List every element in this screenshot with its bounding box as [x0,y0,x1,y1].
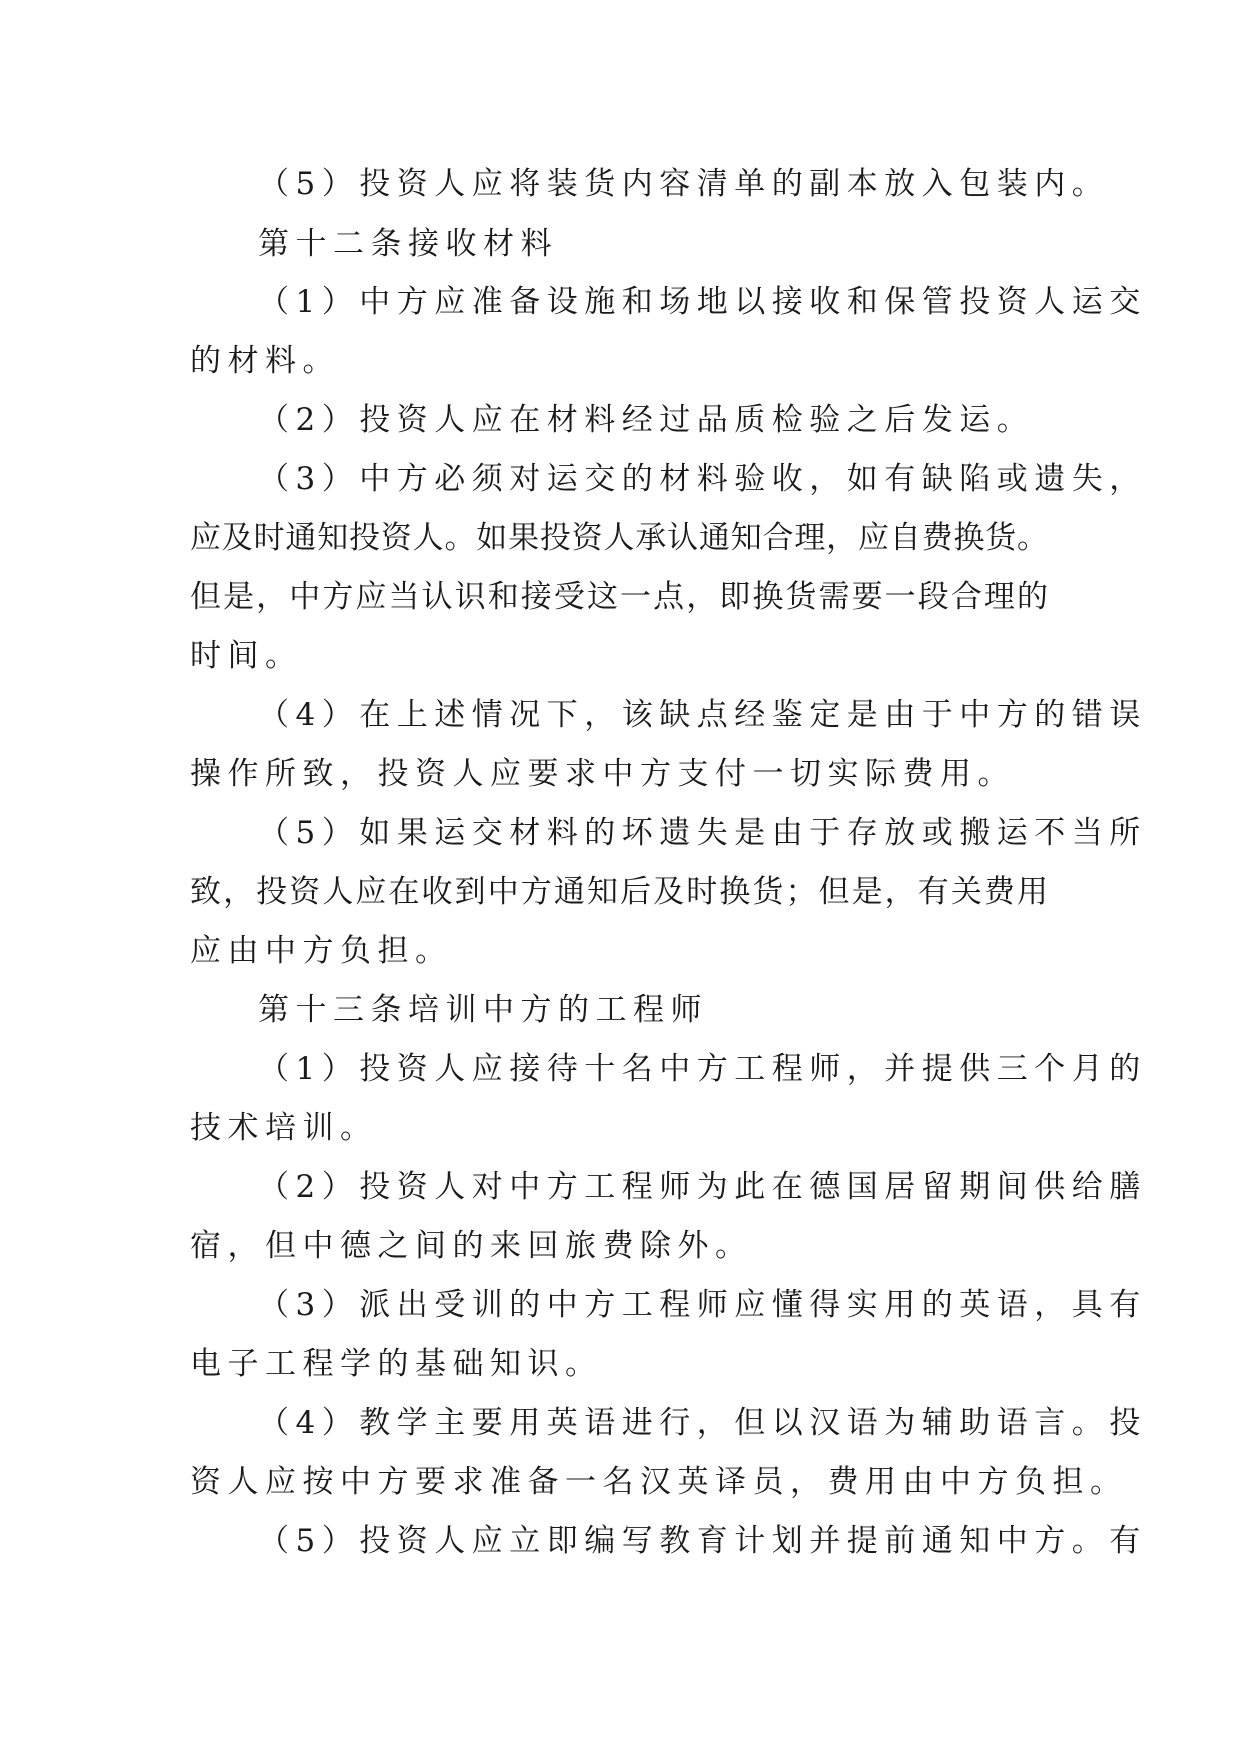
text-line: 的材料。 [190,343,340,379]
text-line: （3）中方必须对运交的材料验收，如有缺陷或遗失， [258,461,1147,497]
text-line: 操作所致，投资人应要求中方支付一切实际费用。 [190,756,1015,792]
text-line: （3）派出受训的中方工程师应懂得实用的英语，具有 [258,1287,1147,1323]
text-line: （5）如果运交材料的坏遗失是由于存放或搬运不当所 [258,815,1147,851]
text-line: （4）教学主要用英语进行，但以汉语为辅助语言。投 [258,1405,1147,1441]
text-line: （1）中方应准备设施和场地以接收和保管投资人运交 [258,284,1147,320]
text-line: 应由中方负担。 [190,933,453,969]
text-line: 电子工程学的基础知识。 [190,1346,603,1382]
text-line: （5）投资人应立即编写教育计划并提前通知中方。有 [258,1523,1147,1559]
text-line: （1）投资人应接待十名中方工程师，并提供三个月的 [258,1051,1147,1087]
text-line: 但是，中方应当认识和接受这一点，即换货需要一段合理的 [190,579,1048,615]
text-line: 时间。 [190,638,303,674]
text-line: 应及时通知投资人。如果投资人承认通知合理，应自费换货。 [190,520,1048,556]
text-line: 技术培训。 [190,1110,378,1146]
text-line: （5）投资人应将装货内容清单的副本放入包装内。 [258,166,1110,202]
text-line: 致，投资人应在收到中方通知后及时换货；但是，有关费用 [190,874,1048,910]
text-line: （2）投资人应在材料经过品质检验之后发运。 [258,402,1035,438]
text-line: （2）投资人对中方工程师为此在德国居留期间供给膳 [258,1169,1147,1205]
text-line: （4）在上述情况下，该缺点经鉴定是由于中方的错误 [258,697,1147,733]
text-line: 宿，但中德之间的来回旅费除外。 [190,1228,753,1264]
text-line: 资人应按中方要求准备一名汉英译员，费用由中方负担。 [190,1464,1128,1500]
article-heading: 第十三条培训中方的工程师 [258,992,708,1028]
article-heading: 第十二条接收材料 [258,226,558,262]
